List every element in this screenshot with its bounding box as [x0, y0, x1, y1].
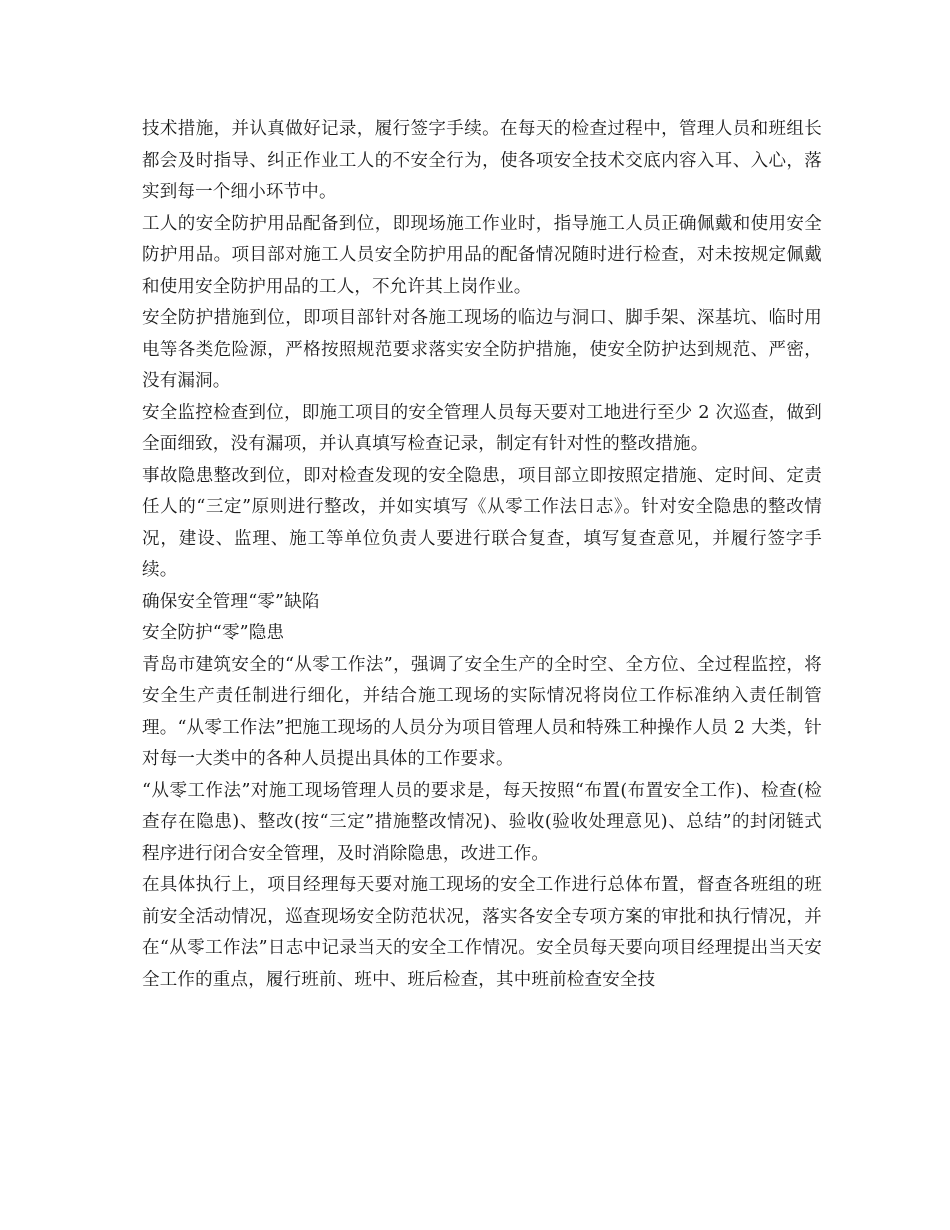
- section-heading-zero-hazards: 安全防护“零”隐患: [142, 623, 285, 643]
- paragraph-hazard-rectification: 事故隐患整改到位，即对检查发现的安全隐患，项目部立即按照定措施、定时间、定责任人的“三定”原则进行整改，并如实填写《从零工作法日志》。针对安全隐患的整改情况，建设、监理、施工等单位负责人要进行联合复查，填写复查意见，并履行签字手续。: [142, 465, 822, 580]
- paragraph-protective-equipment: 工人的安全防护用品配备到位，即现场施工作业时，指导施工人员正确佩戴和使用安全防护用品。项目部对施工人员安全防护用品的配备情况随时进行检查，对未按规定佩戴和使用安全防护用品的工人，不允许其上岗作业。: [142, 213, 822, 297]
- section-heading-zero-defects: 确保安全管理“零”缺陷: [142, 591, 320, 612]
- paragraph-safety-inspection: 安全监控检查到位，即施工项目的安全管理人员每天要对工地进行至少 2 次巡查，做到全面细致，没有漏项，并认真填写检查记录，制定有针对性的整改措施。: [142, 402, 822, 454]
- paragraph-management-requirements: “从零工作法”对施工现场管理人员的要求是，每天按照“布置(布置安全工作)、检查(检查存在隐患)、整改(按“三定”措施整改情况)、验收(验收处理意见)、总结”的封闭链式程序进行闭合安全管理，及时消除隐患，改进工作。: [142, 780, 822, 864]
- paragraph-protective-measures: 安全防护措施到位，即项目部针对各施工现场的临边与洞口、脚手架、深基坑、临时用电等各类危险源，严格按照规范要求落实安全防护措施，使安全防护达到规范、严密，没有漏洞。: [142, 308, 822, 391]
- paragraph-technical-measures: 技术措施，并认真做好记录，履行签字手续。在每天的检查过程中，管理人员和班组长都会及时指导、纠正作业工人的不安全行为，使各项安全技术交底内容入耳、入心，落实到每一个细小环节中。: [142, 119, 822, 202]
- paragraph-implementation: 在具体执行上，项目经理每天要对施工现场的安全工作进行总体布置，督查各班组的班前安全活动情况，巡查现场安全防范状况，落实各安全专项方案的审批和执行情况，并在“从零工作法”日志中记录当天的安全工作情况。安全员每天要向项目经理提出当天安全工作的重点，履行班前、班中、班后检查，其中班前检查安全技: [142, 875, 822, 990]
- paragraph-qingdao-method: 青岛市建筑安全的“从零工作法”，强调了安全生产的全时空、全方位、全过程监控，将安全生产责任制进行细化，并结合施工现场的实际情况将岗位工作标准纳入责任制管理。“从零工作法”把施工现场的人员分为项目管理人员和特殊工种操作人员 2 大类，针对每一大类中的各种人员提出具体的工作要求。: [142, 654, 822, 769]
- document-body: [142, 114, 822, 996]
